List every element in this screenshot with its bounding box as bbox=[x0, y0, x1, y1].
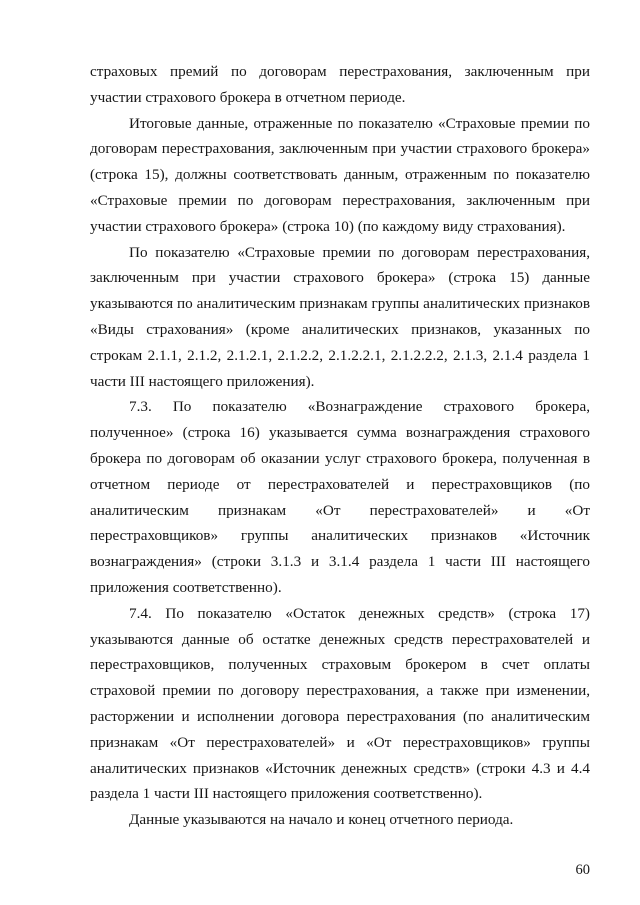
paragraph-continuation: страховых премий по договорам перестрахования, заключенным при участии страхового брокера в отчетном периоде. bbox=[90, 63, 590, 106]
paragraph-totals: Итоговые данные, отраженные по показателю «Страховые премии по договорам перестрахования, заключенным при участии страхового брокера» (строка 15), должны соответствовать данным, отраженным по показателю «Страховые премии по договорам перестрахования, заключенным при участии страхового брокера» (строка 10) (по каждому виду страхования). bbox=[90, 114, 590, 235]
paragraph-7-3: 7.3. По показателю «Вознаграждение страхового брокера, полученное» (строка 16) указывается сумма вознаграждения страхового брокера по договорам об оказании услуг страхового брокера, полученная в отчетном периоде от перестрахователей и перестраховщиков (по аналитическим признакам «От перестрахователей» и «От перестраховщиков» группы аналитических признаков «Источник вознаграждения» (строки 3.1.3 и 3.1.4 раздела 1 части III настоящего приложения соответственно). bbox=[90, 398, 590, 596]
document-page bbox=[90, 59, 590, 833]
paragraph-7-4: 7.4. По показателю «Остаток денежных средств» (строка 17) указываются данные об остатке денежных средств перестрахователей и перестраховщиков, полученных страховым брокером в счет оплаты страховой премии по договору перестрахования, а также при изменении, расторжении и исполнении договора перестрахования (по аналитическим признакам «От перестрахователей» и «От перестраховщиков» группы аналитических признаков «Источник денежных средств» (строки 4.3 и 4.4 раздела 1 части III настоящего приложения соответственно). bbox=[90, 604, 590, 803]
page-number: 60 bbox=[575, 862, 590, 878]
paragraph-line15: По показателю «Страховые премии по договорам перестрахования, заключенным при участии страхового брокера» (строка 15) данные указываются по аналитическим признакам группы аналитических признаков «Виды страхования» (кроме аналитических признаков, указанных по строкам 2.1.1, 2.1.2, 2.1.2.1, 2.1.2.2, 2.1.2.2.1, 2.1.2.2.2, 2.1.3, 2.1.4 раздела 1 части III настоящего приложения). bbox=[90, 243, 590, 390]
paragraph-period: Данные указываются на начало и конец отчетного периода. bbox=[129, 811, 514, 829]
